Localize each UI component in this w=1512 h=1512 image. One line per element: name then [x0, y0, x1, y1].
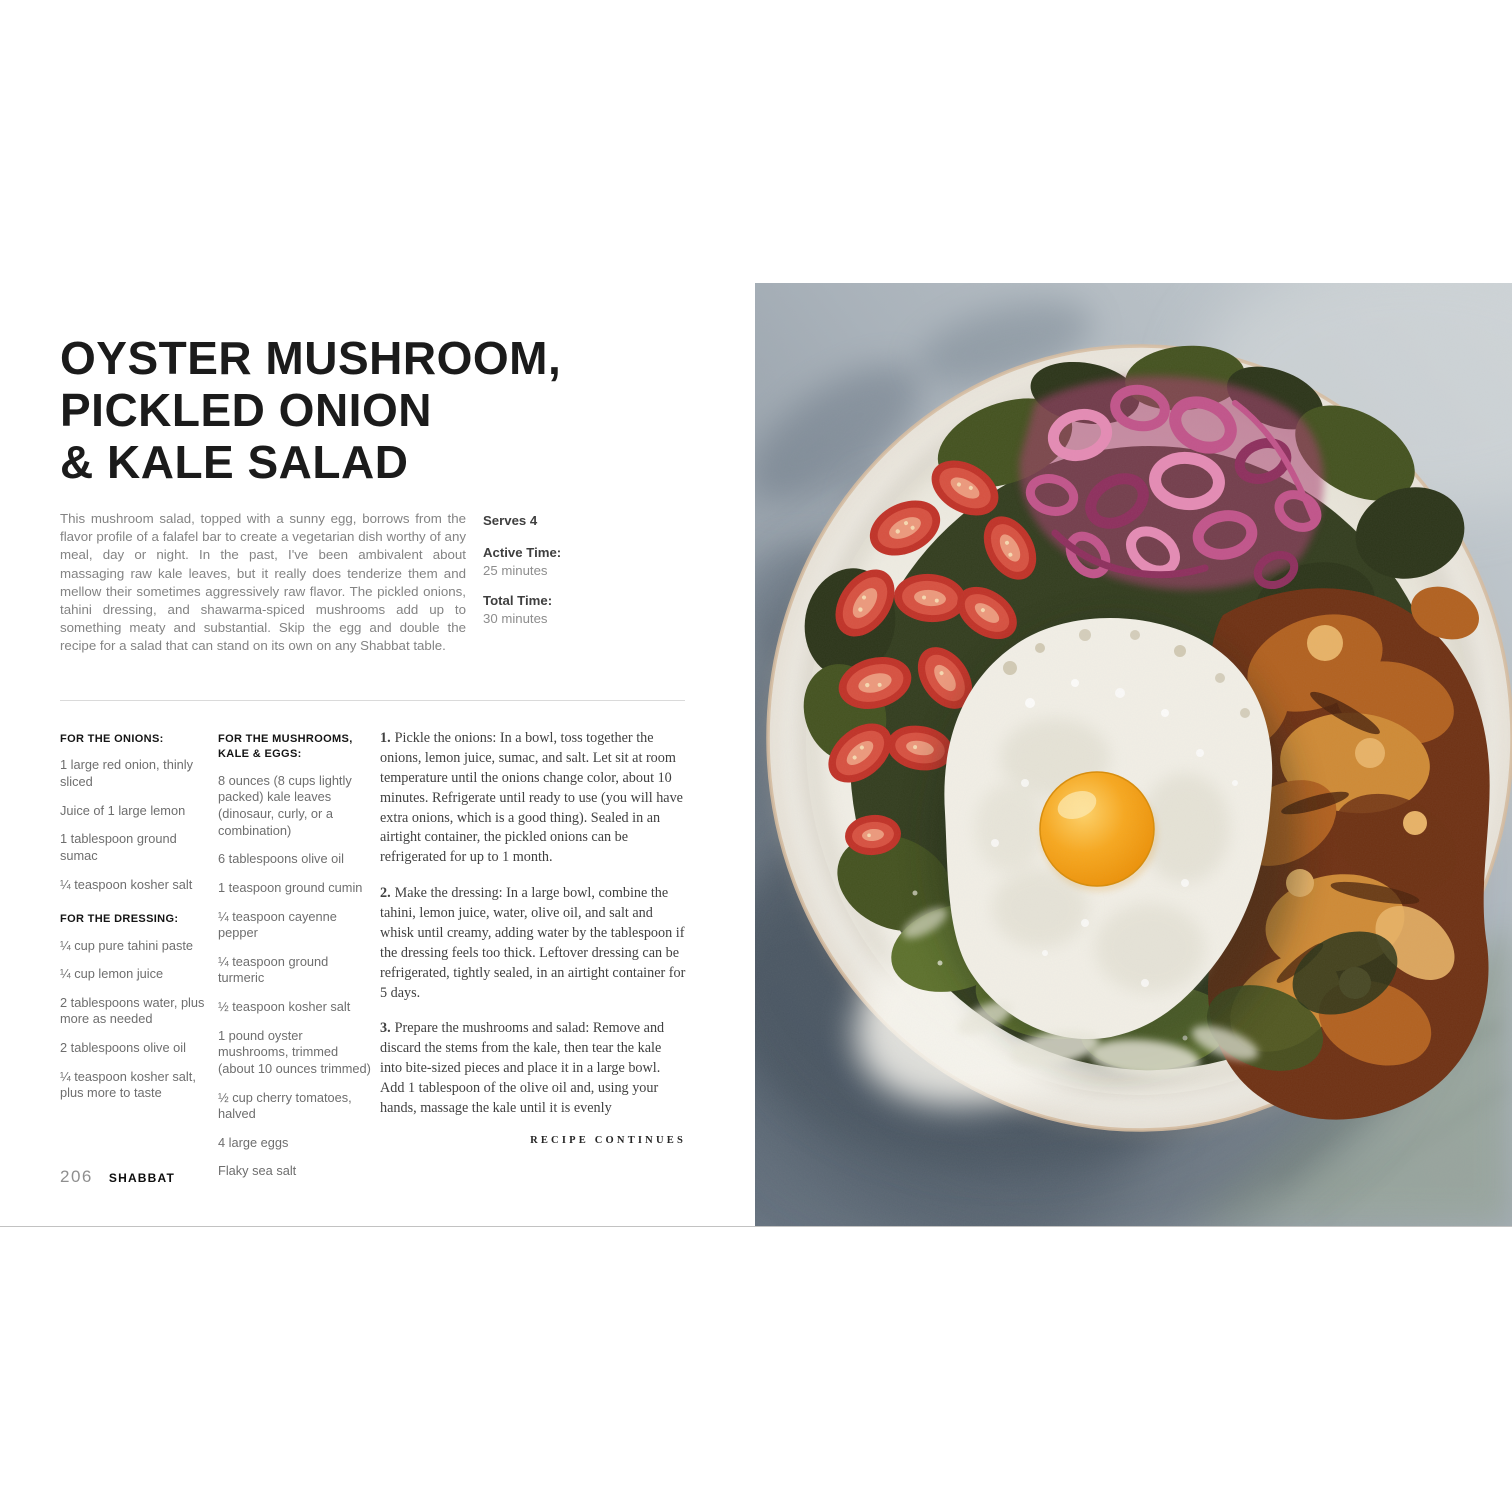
ingredient-item: 2 tablespoons olive oil — [60, 1040, 186, 1056]
ingredient-item: ¼ cup pure tahini paste — [60, 937, 194, 953]
ingredients-heading-onions: FOR THE ONIONS: — [60, 733, 164, 745]
ingredient-item: ¼ teaspoon ground turmeric — [218, 953, 329, 986]
ingredients-heading-dressing: FOR THE DRESSING: — [60, 913, 179, 926]
ingredients-column-1 — [60, 732, 212, 1114]
total-time — [483, 592, 693, 628]
section-divider — [60, 700, 685, 701]
ingredient-item: 6 tablespoons olive oil — [218, 851, 344, 867]
instructions-column — [380, 729, 686, 1146]
step-text: Prepare the mushrooms and salad: Remove and discard the stems from the kale, then tear the kale into bite-sized pieces and place it in a large bowl. Add 1 tablespoon of the olive oil and, using your hands, massage the kale until it is evenly — [380, 1020, 665, 1116]
step-text: Pickle the onions: In a bowl, toss together the onions, lemon juice, sumac, and salt. Let sit at room temperature until the onions change color, about 10 minutes. Refrigerate until ready to use (you will have extra onions, which is a good thing). Sealed in an airtight container, the pickled onions can be refrigerated for up to 1 month. — [380, 730, 683, 866]
ingredient-item: Flaky sea salt — [218, 1163, 297, 1179]
instruction-step-1 — [380, 729, 686, 868]
serves-label: Serves 4 — [483, 513, 538, 528]
recipe-title-line1: OYSTER MUSHROOM, — [60, 332, 562, 384]
recipe-continues-note: RECIPE CONTINUES — [530, 1134, 686, 1146]
active-time-value: 25 minutes — [483, 562, 548, 578]
page-footer — [60, 1167, 175, 1187]
step-number: 1. — [380, 730, 391, 746]
total-time-label: Total Time: — [483, 593, 553, 609]
linen-texture-overlay — [755, 283, 1512, 1226]
chapter-name: SHABBAT — [108, 1171, 176, 1185]
ingredient-item: ¼ teaspoon kosher salt — [60, 876, 193, 892]
ingredient-item: ¼ cup lemon juice — [60, 966, 164, 982]
step-text: Make the dressing: In a large bowl, combine the tahini, lemon juice, water, olive oil, and salt and whisk until creamy, adding water by the tablespoon if the dressing feels too thick. Leftover dressing can be refrigerated, tightly sealed, in an airtight container for 5 days. — [380, 885, 686, 1001]
recipe-title-line3: & KALE SALAD — [60, 435, 409, 488]
ingredient-item: 1 large red onion, thinly sliced — [60, 757, 194, 790]
instruction-step-2 — [380, 884, 686, 1003]
salad-bowl-photo — [755, 283, 1512, 1226]
ingredient-item: ¼ teaspoon cayenne pepper — [218, 908, 337, 941]
active-time-label: Active Time: — [483, 544, 562, 560]
ingredient-item: 1 tablespoon ground sumac — [60, 831, 177, 863]
ingredient-item: ½ teaspoon kosher salt — [218, 999, 351, 1015]
ingredients-column-2 — [218, 732, 374, 1192]
ingredient-item: Juice of 1 large lemon — [60, 802, 186, 818]
active-time — [483, 544, 693, 580]
page-number: 206 — [60, 1167, 93, 1186]
ingredient-item: 8 ounces (8 cups lightly packed) kale leaves (dinosaur, curly, or a combination) — [218, 772, 352, 838]
total-time-value: 30 minutes — [483, 611, 548, 627]
step-number: 2. — [380, 885, 391, 902]
recipe-meta — [483, 512, 693, 641]
ingredient-item: 1 teaspoon ground cumin — [218, 879, 363, 895]
ingredient-item: 4 large eggs — [218, 1134, 289, 1150]
recipe-photo-page — [755, 283, 1512, 1226]
step-number: 3. — [380, 1020, 391, 1037]
ingredients-heading-mushrooms: FOR THE MUSHROOMS, KALE & EGGS: — [218, 733, 353, 761]
ingredient-item: ½ cup cherry tomatoes, halved — [218, 1089, 352, 1122]
recipe-title — [60, 333, 700, 489]
recipe-text-page — [0, 283, 755, 1226]
instruction-step-3 — [380, 1019, 686, 1118]
ingredient-item: ¼ teaspoon kosher salt, plus more to taste — [60, 1068, 196, 1101]
ingredient-item: 1 pound oyster mushrooms, trimmed (about 10 ounces trimmed) — [218, 1027, 371, 1076]
ingredient-item: 2 tablespoons water, plus more as needed — [60, 994, 205, 1027]
recipe-intro-paragraph: This mushroom salad, topped with a sunny egg, borrows from the flavor profile of a falafel bar to create a vegetarian dish worthy of any meal, day or night. In the past, I've been ambivalent about massaging raw kale leaves, but it really does tenderize them and mellow their sometimes aggressively raw flavor. The pickled onions, tahini dressing, and shawarma-spiced mushrooms add up to something meaty and substantial. Skip the egg and double the recipe for a salad that can stand on its own on any Shabbat table. — [60, 511, 466, 654]
recipe-title-line2: PICKLED ONION — [60, 383, 432, 436]
spread-bottom-edge — [0, 1226, 1512, 1227]
